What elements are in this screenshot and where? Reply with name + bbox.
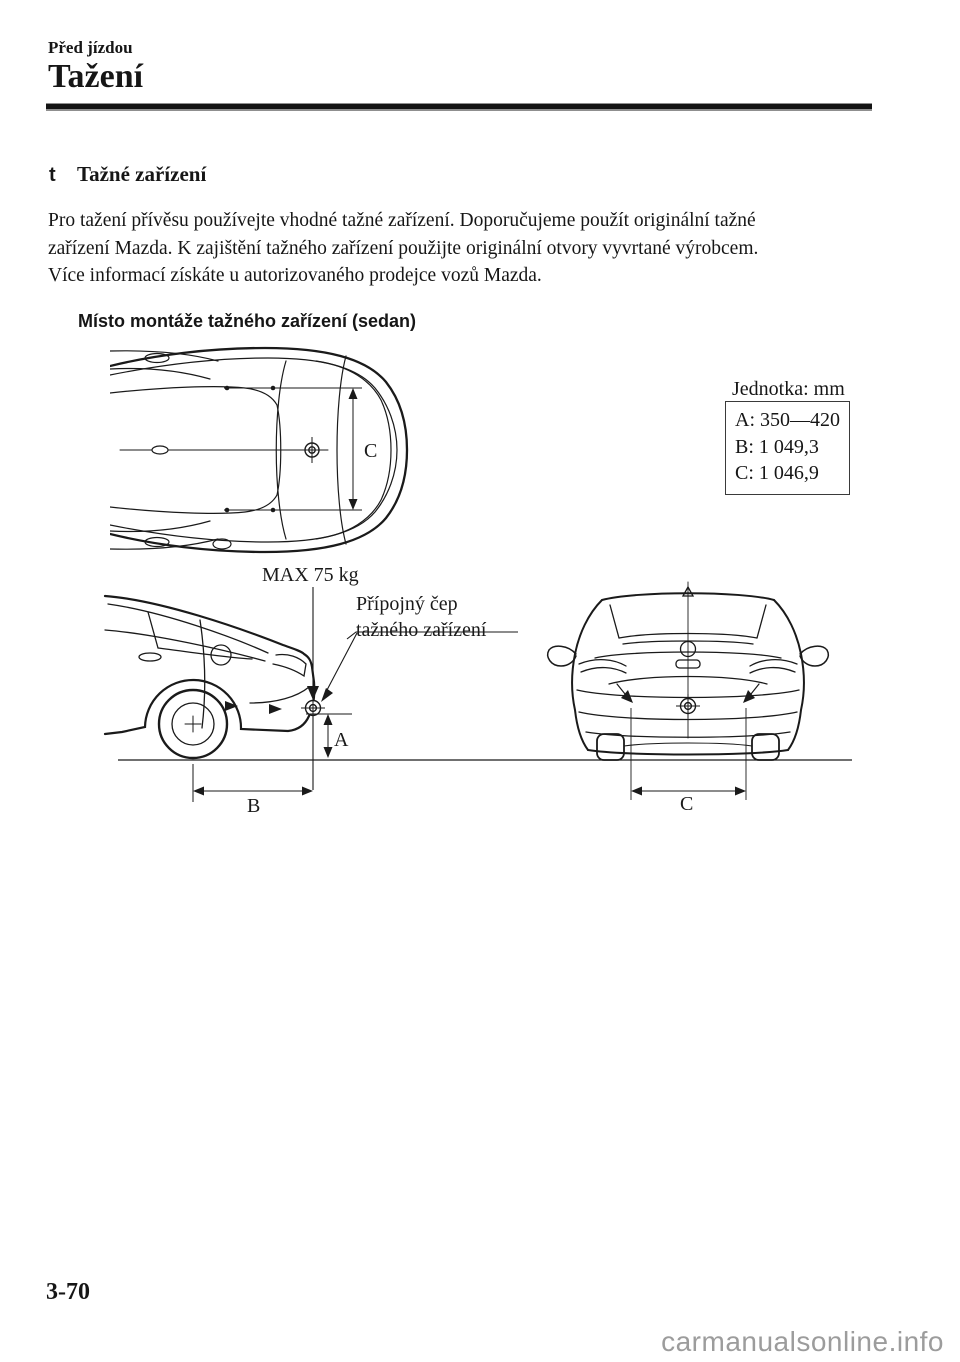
paragraph-line: Více informací získáte u autorizovaného prodejce vozů Mazda. xyxy=(48,265,542,286)
top-view-diagram xyxy=(110,338,410,563)
tow-pin-marker-top xyxy=(299,437,325,463)
units-label: Jednotka: mm xyxy=(732,378,845,400)
pin-label-line2: tažného zařízení xyxy=(356,619,487,641)
pin-label-leader xyxy=(321,632,518,702)
car-side-view xyxy=(105,596,314,758)
side-and-rear-view-diagram xyxy=(100,560,880,822)
dimension-table xyxy=(725,401,850,495)
dim-label-c-top: C xyxy=(364,440,378,462)
pin-label-line1: Přípojný čep xyxy=(356,593,458,615)
dim-label-c-rear: C xyxy=(680,793,694,815)
car-rear-view xyxy=(548,582,829,760)
body-paragraph xyxy=(48,207,758,290)
watermark: carmanualsonline.info xyxy=(661,1326,944,1357)
chapter-eyebrow: Před jízdou xyxy=(48,38,133,57)
header-divider xyxy=(46,103,872,111)
dim-label-b: B xyxy=(247,795,261,817)
page-number: 3-70 xyxy=(46,1279,90,1305)
section-marker-icon: t xyxy=(49,164,56,186)
dimension-row-a: A: 350—420 xyxy=(735,409,840,431)
dimension-b xyxy=(193,764,313,817)
max-load-label: MAX 75 kg xyxy=(262,564,359,586)
dimension-row-b: B: 1 049,3 xyxy=(735,435,819,458)
paragraph-line: Pro tažení přívěsu používejte vhodné tažné zařízení. Doporučujeme použít originální tažné xyxy=(48,210,756,231)
dimension-row-c: C: 1 046,9 xyxy=(735,462,819,484)
paragraph-line: zařízení Mazda. K zajištění tažného zařízení použijte originální otvory vyvrtané výrobcem. xyxy=(48,237,759,259)
dimension-c-rear xyxy=(631,708,746,815)
section-title: Tažné zařízení xyxy=(77,162,207,186)
dimension-c-top xyxy=(224,386,377,513)
dim-label-a: A xyxy=(334,729,349,751)
car-top-view xyxy=(110,348,407,552)
figure-caption: Místo montáže tažného zařízení (sedan) xyxy=(78,311,417,331)
page-title: Tažení xyxy=(48,58,144,95)
